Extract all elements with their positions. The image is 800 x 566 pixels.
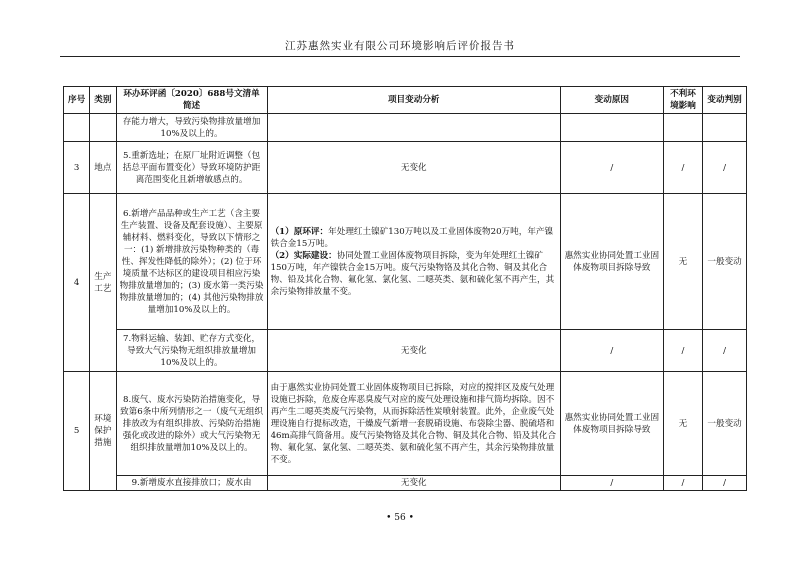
table-row xyxy=(64,142,747,194)
reason-cell: 惠然实业协同处置工业固体废物项目拆除导致 xyxy=(560,372,663,476)
impact-cell: 无 xyxy=(663,194,702,330)
change-analysis-table xyxy=(63,86,747,491)
actual-build-text: 协同处置工业固体废物项目拆除，变为年处理红土镍矿150万吨，年产镍铁合金15万吨。废气污染物铬及其化合物、铜及其化合物、铅及其化合物、氟化氢、氯化氢、二噁英类、氨和硫化氢不再产生，其余污染物排放量不变。 xyxy=(270,250,555,297)
criteria-cell: 6.新增产品品种或生产工艺（含主要生产装置、设备及配套设施）、主要原辅材料、燃料变化，导致以下情形之一：(1) 新增排放污染物种类的（毒性、挥发性降低的除外）；(2) 位于环境质量不达标区的建设项目相应污染物排放量增加的；(3) 废水第一类污染物排放量增加的；(4) 其他污染物排放量增加10%及以上的。 xyxy=(116,194,267,330)
row-number: 3 xyxy=(64,142,90,194)
table-row xyxy=(64,194,747,330)
table-row xyxy=(64,372,747,476)
judgement-cell: / xyxy=(703,476,747,491)
header-divider xyxy=(60,56,740,57)
category-cell: 地点 xyxy=(90,142,116,194)
col-header-judgement: 变动判别 xyxy=(703,87,747,114)
row-number: 4 xyxy=(64,194,90,372)
judgement-cell: / xyxy=(703,330,747,372)
analysis-cell: 无变化 xyxy=(267,142,560,194)
col-header-reason: 变动原因 xyxy=(560,87,663,114)
criteria-cell: 7.物料运输、装卸、贮存方式变化，导致大气污染物无组织排放量增加10%及以上的。 xyxy=(116,330,267,372)
criteria-cell: 9.新增废水直接排放口；废水由 xyxy=(116,476,267,491)
category-cell: 生产工艺 xyxy=(90,194,116,372)
document-header: 江苏惠然实业有限公司环境影响后评价报告书 xyxy=(285,40,515,52)
row-number: 5 xyxy=(64,372,90,491)
judgement-cell: 一般变动 xyxy=(703,372,747,476)
category-cell: 环境保护措施 xyxy=(90,372,116,491)
original-eia-text: 年处理红土镍矿130万吨以及工业固体废物20万吨，年产镍铁合金15万吨。 xyxy=(270,226,554,249)
col-header-criteria: 环办环评函〔2020〕688号文清单简述 xyxy=(116,87,267,114)
table-row xyxy=(64,476,747,491)
table-row xyxy=(64,330,747,372)
impact-cell: / xyxy=(663,142,702,194)
impact-cell: / xyxy=(663,330,702,372)
col-header-impact: 不利环境影响 xyxy=(663,87,702,114)
impact-cell: 无 xyxy=(663,372,702,476)
analysis-cell xyxy=(267,194,560,330)
table-header-row xyxy=(64,87,747,114)
judgement-cell: / xyxy=(703,142,747,194)
analysis-cell: 由于惠然实业协同处置工业固体废物项目已拆除，对应的搅拌区及废气处理设施已拆除，危废仓库恶臭废气对应的废气处理设施和排气筒均拆除。因不再产生二噁英类废气污染物，从而拆除活性炭喷射装置。此外，企业废气处理设施自行提标改造，干燥废气新增一套脱硝设施、布袋除尘器、脱硫塔和46m高排气筒备用。废气污染物铬及其化合物、铜及其化合物、铅及其化合物、氟化氢、氯化氢、二噁英类、氨和硫化氢不再产生，其余污染物排放量不变。 xyxy=(267,372,560,476)
analysis-cell: 无变化 xyxy=(267,330,560,372)
col-header-no: 序号 xyxy=(64,87,90,114)
criteria-cell: 8.废气、废水污染防治措施变化，导致第6条中所列情形之一（废气无组织排放改为有组织排放、污染防治措施强化或改进的除外）或大气污染物无组织排放量增加10%及以上的。 xyxy=(116,372,267,476)
criteria-cell: 存能力增大，导致污染物排放量增加10%及以上的。 xyxy=(116,114,267,142)
reason-cell: 惠然实业协同处置工业固体废物项目拆除导致 xyxy=(560,194,663,330)
col-header-category: 类别 xyxy=(90,87,116,114)
judgement-cell: 一般变动 xyxy=(703,194,747,330)
actual-build-label: （2）实际建设： xyxy=(270,250,337,261)
reason-cell: / xyxy=(560,142,663,194)
original-eia-label: （1）原环评： xyxy=(270,226,329,237)
table-row xyxy=(64,114,747,142)
analysis-cell: 无变化 xyxy=(267,476,560,491)
reason-cell: / xyxy=(560,330,663,372)
impact-cell: / xyxy=(663,476,702,491)
criteria-cell: 5.重新选址；在原厂址附近调整（包括总平面布置变化）导致环境防护距离范围变化且新增敏感点的。 xyxy=(116,142,267,194)
reason-cell: / xyxy=(560,476,663,491)
page-number: • 56 • xyxy=(386,513,414,523)
col-header-analysis: 项目变动分析 xyxy=(267,87,560,114)
